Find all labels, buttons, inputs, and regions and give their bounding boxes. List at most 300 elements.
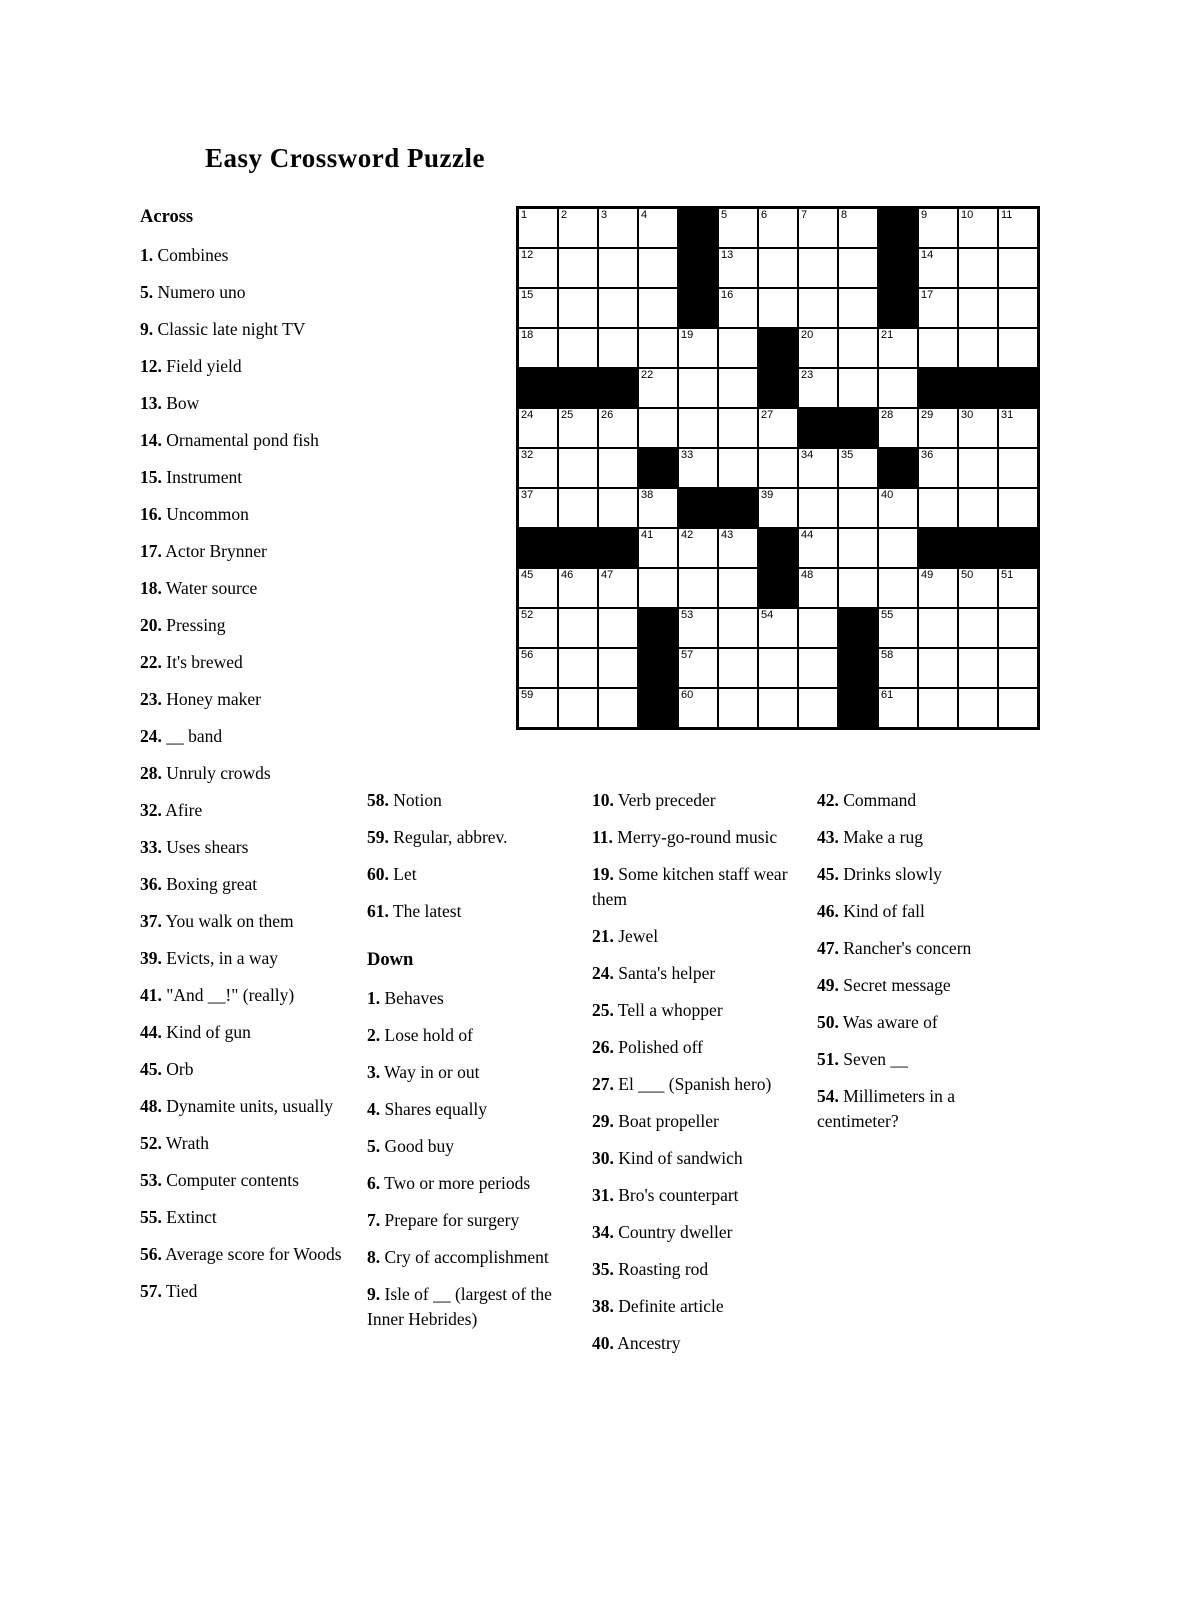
grid-cell (799, 649, 837, 687)
grid-cell (519, 689, 557, 727)
grid-cell (879, 609, 917, 647)
grid-cell (519, 609, 557, 647)
grid-cell (679, 449, 717, 487)
clue-text: Kind of sandwich (613, 1148, 743, 1168)
clue-across-17 (140, 539, 348, 564)
clue-across-60 (367, 862, 567, 887)
grid-cell (759, 649, 797, 687)
grid-cell (999, 569, 1037, 607)
grid-cell (839, 449, 877, 487)
grid-cell (959, 569, 997, 607)
clue-number: 19. (592, 864, 614, 884)
clue-down-30 (592, 1146, 799, 1171)
cell-number: 13 (721, 249, 734, 261)
clue-across-58 (367, 788, 567, 813)
clue-down-47 (817, 936, 1017, 961)
clue-text: Numero uno (153, 282, 246, 302)
clue-across-53 (140, 1168, 348, 1193)
grid-cell (999, 249, 1037, 287)
cell-number: 1 (521, 209, 528, 221)
grid-cell (839, 329, 877, 367)
grid-cell (519, 569, 557, 607)
grid-cell-black (959, 369, 997, 407)
cell-number: 58 (881, 649, 894, 661)
clue-across-1 (140, 243, 348, 268)
grid-cell (719, 289, 757, 327)
clue-text: Uses shears (161, 837, 249, 857)
grid-cell (719, 649, 757, 687)
clue-text: Classic late night TV (153, 319, 306, 339)
grid-cell (959, 409, 997, 447)
grid-cell (719, 209, 757, 247)
cell-number: 6 (761, 209, 768, 221)
clue-text: Country dweller (613, 1222, 733, 1242)
grid-cell (759, 209, 797, 247)
clue-across-55 (140, 1205, 348, 1230)
clue-number: 56. (140, 1244, 162, 1264)
clue-number: 5. (367, 1136, 381, 1156)
clue-number: 14. (140, 430, 162, 450)
clue-number: 34. (592, 1222, 614, 1242)
clue-text: "And __!" (really) (161, 985, 295, 1005)
grid-cell (719, 689, 757, 727)
clue-down-50 (817, 1010, 1017, 1035)
cell-number: 29 (921, 409, 934, 421)
grid-cell-black (679, 489, 717, 527)
clue-number: 52. (140, 1133, 162, 1153)
clue-across-59 (367, 825, 567, 850)
cell-number: 16 (721, 289, 734, 301)
clue-text: Regular, abbrev. (388, 827, 508, 847)
clue-text: Shares equally (380, 1099, 488, 1119)
grid-cell (639, 329, 677, 367)
grid-cell-black (759, 329, 797, 367)
clue-number: 6. (367, 1173, 381, 1193)
clue-across-32 (140, 798, 348, 823)
clue-across-15 (140, 465, 348, 490)
cell-number: 28 (881, 409, 894, 421)
clue-text: Unruly crowds (161, 763, 271, 783)
clue-number: 27. (592, 1074, 614, 1094)
grid-cell (799, 449, 837, 487)
clue-number: 20. (140, 615, 162, 635)
grid-cell (799, 249, 837, 287)
grid-cell-black (639, 449, 677, 487)
grid-cell (879, 409, 917, 447)
grid-cell-black (879, 249, 917, 287)
clue-number: 22. (140, 652, 162, 672)
grid-cell (799, 289, 837, 327)
clue-down-43 (817, 825, 1017, 850)
clue-text: Water source (161, 578, 258, 598)
clue-down-4 (367, 1097, 567, 1122)
page-title: Easy Crossword Puzzle (205, 143, 485, 173)
clue-text: Prepare for surgery (380, 1210, 520, 1230)
grid-cell (879, 689, 917, 727)
clue-number: 48. (140, 1096, 162, 1116)
clue-down-24 (592, 961, 799, 986)
grid-cell-black (839, 689, 877, 727)
clue-across-45 (140, 1057, 348, 1082)
grid-cell (759, 249, 797, 287)
clue-number: 41. (140, 985, 162, 1005)
grid-cell (639, 529, 677, 567)
cell-number: 36 (921, 449, 934, 461)
clue-number: 9. (367, 1284, 381, 1304)
grid-cell (879, 529, 917, 567)
clue-number: 1. (367, 988, 381, 1008)
grid-cell (919, 209, 957, 247)
clue-across-5 (140, 280, 348, 305)
clue-down-3 (367, 1060, 567, 1085)
clue-text: Santa's helper (613, 963, 716, 983)
clue-down-29 (592, 1109, 799, 1134)
grid-cell (919, 289, 957, 327)
cell-number: 55 (881, 609, 894, 621)
clue-across-41 (140, 983, 348, 1008)
grid-cell (799, 329, 837, 367)
grid-cell (559, 329, 597, 367)
grid-cell (559, 649, 597, 687)
grid-cell (519, 449, 557, 487)
clue-text: __ band (161, 726, 223, 746)
grid-cell (679, 529, 717, 567)
clue-number: 61. (367, 901, 389, 921)
clue-text: You walk on them (161, 911, 294, 931)
clue-number: 54. (817, 1086, 839, 1106)
grid-cell (799, 569, 837, 607)
grid-cell (999, 409, 1037, 447)
grid-cell (839, 489, 877, 527)
clue-text: Two or more periods (380, 1173, 531, 1193)
clue-number: 42. (817, 790, 839, 810)
grid-cell (919, 569, 957, 607)
grid-cell (959, 249, 997, 287)
clue-number: 9. (140, 319, 154, 339)
grid-cell (839, 209, 877, 247)
grid-cell (919, 489, 957, 527)
clue-text: Orb (161, 1059, 194, 1079)
grid-cell (599, 489, 637, 527)
clue-number: 24. (592, 963, 614, 983)
clue-across-37 (140, 909, 348, 934)
clue-across-16 (140, 502, 348, 527)
clue-number: 40. (592, 1333, 614, 1353)
clue-number: 30. (592, 1148, 614, 1168)
grid-cell (799, 489, 837, 527)
clue-number: 43. (817, 827, 839, 847)
grid-cell-black (599, 369, 637, 407)
cell-number: 61 (881, 689, 894, 701)
clue-text: Command (838, 790, 917, 810)
cell-number: 23 (801, 369, 814, 381)
grid-cell (559, 289, 597, 327)
clue-down-38 (592, 1294, 799, 1319)
cell-number: 39 (761, 489, 774, 501)
clue-text: Kind of fall (838, 901, 925, 921)
grid-cell (919, 609, 957, 647)
grid-cell (959, 329, 997, 367)
grid-cell (919, 249, 957, 287)
clue-down-2 (367, 1023, 567, 1048)
cell-number: 37 (521, 489, 534, 501)
grid-cell (719, 329, 757, 367)
cell-number: 57 (681, 649, 694, 661)
clue-across-52 (140, 1131, 348, 1156)
clue-text: Afire (161, 800, 203, 820)
clue-column-3 (592, 788, 799, 1368)
cell-number: 35 (841, 449, 854, 461)
clue-text: Some kitchen staff wear them (592, 864, 788, 909)
cell-number: 17 (921, 289, 934, 301)
grid-cell (959, 689, 997, 727)
clue-across-14 (140, 428, 348, 453)
clue-text: Make a rug (838, 827, 923, 847)
clue-number: 16. (140, 504, 162, 524)
cell-number: 41 (641, 529, 654, 541)
clue-down-19 (592, 862, 799, 912)
clue-number: 32. (140, 800, 162, 820)
clue-text: Boxing great (161, 874, 258, 894)
cell-number: 30 (961, 409, 974, 421)
clue-column-1 (140, 205, 348, 1316)
cell-number: 21 (881, 329, 894, 341)
clue-number: 45. (817, 864, 839, 884)
clue-across-33 (140, 835, 348, 860)
grid-cell (799, 209, 837, 247)
grid-cell (599, 649, 637, 687)
grid-cell (719, 609, 757, 647)
clue-number: 44. (140, 1022, 162, 1042)
grid-cell (839, 529, 877, 567)
clue-number: 39. (140, 948, 162, 968)
clue-number: 25. (592, 1000, 614, 1020)
clue-text: Uncommon (161, 504, 249, 524)
clue-across-61 (367, 899, 567, 924)
cell-number: 15 (521, 289, 534, 301)
cell-number: 59 (521, 689, 534, 701)
cell-number: 2 (561, 209, 568, 221)
grid-cell-black (959, 529, 997, 567)
cell-number: 9 (921, 209, 928, 221)
clue-text: Computer contents (161, 1170, 299, 1190)
clue-down-21 (592, 924, 799, 949)
clue-number: 53. (140, 1170, 162, 1190)
cell-number: 26 (601, 409, 614, 421)
grid-cell (999, 649, 1037, 687)
grid-cell (519, 409, 557, 447)
clue-down-27 (592, 1072, 799, 1097)
clue-number: 28. (140, 763, 162, 783)
clue-column-4 (817, 788, 1017, 1146)
grid-cell (719, 409, 757, 447)
clue-number: 10. (592, 790, 614, 810)
clue-down-6 (367, 1171, 567, 1196)
clue-number: 3. (367, 1062, 381, 1082)
clue-text: Seven __ (838, 1049, 908, 1069)
clue-number: 7. (367, 1210, 381, 1230)
grid-cell (919, 649, 957, 687)
grid-cell (679, 369, 717, 407)
clue-text: Wrath (161, 1133, 209, 1153)
clue-down-1 (367, 986, 567, 1011)
cell-number: 3 (601, 209, 608, 221)
clue-across-48 (140, 1094, 348, 1119)
clue-number: 38. (592, 1296, 614, 1316)
grid-cell (639, 369, 677, 407)
grid-cell (639, 489, 677, 527)
grid-cell (839, 569, 877, 607)
clue-across-9 (140, 317, 348, 342)
grid-cell (799, 369, 837, 407)
clue-text: Behaves (380, 988, 444, 1008)
clue-down-35 (592, 1257, 799, 1282)
cell-number: 48 (801, 569, 814, 581)
grid-cell-black (759, 569, 797, 607)
clue-number: 60. (367, 864, 389, 884)
clue-down-7 (367, 1208, 567, 1233)
cell-number: 25 (561, 409, 574, 421)
clue-number: 29. (592, 1111, 614, 1131)
clue-text: Millimeters in a centimeter? (817, 1086, 956, 1131)
cell-number: 53 (681, 609, 694, 621)
clue-text: Notion (388, 790, 442, 810)
clue-number: 36. (140, 874, 162, 894)
clue-text: Instrument (161, 467, 243, 487)
clue-text: Pressing (161, 615, 226, 635)
clue-number: 58. (367, 790, 389, 810)
clue-text: Secret message (838, 975, 951, 995)
grid-cell (879, 369, 917, 407)
clue-down-31 (592, 1183, 799, 1208)
cell-number: 31 (1001, 409, 1014, 421)
grid-cell-black (759, 529, 797, 567)
grid-cell (959, 289, 997, 327)
grid-cell (639, 409, 677, 447)
grid-cell-black (599, 529, 637, 567)
clue-across-44 (140, 1020, 348, 1045)
grid-cell (679, 329, 717, 367)
grid-cell (839, 249, 877, 287)
grid-cell-black (679, 249, 717, 287)
clue-down-46 (817, 899, 1017, 924)
grid-cell (879, 489, 917, 527)
cell-number: 56 (521, 649, 534, 661)
grid-cell-black (559, 369, 597, 407)
clue-text: Definite article (613, 1296, 724, 1316)
grid-cell-black (559, 529, 597, 567)
grid-cell-black (679, 209, 717, 247)
clue-number: 13. (140, 393, 162, 413)
cell-number: 50 (961, 569, 974, 581)
cell-number: 44 (801, 529, 814, 541)
grid-cell-black (519, 369, 557, 407)
cell-number: 20 (801, 329, 814, 341)
clue-text: Roasting rod (613, 1259, 709, 1279)
grid-cell (519, 209, 557, 247)
clue-across-28 (140, 761, 348, 786)
grid-cell-black (799, 409, 837, 447)
cell-number: 33 (681, 449, 694, 461)
clue-across-18 (140, 576, 348, 601)
grid-cell (559, 689, 597, 727)
cell-number: 46 (561, 569, 574, 581)
cell-number: 47 (601, 569, 614, 581)
grid-cell (879, 329, 917, 367)
cell-number: 12 (521, 249, 534, 261)
grid-cell (999, 489, 1037, 527)
clue-text: Cry of accomplishment (380, 1247, 549, 1267)
clue-text: The latest (388, 901, 462, 921)
clue-number: 50. (817, 1012, 839, 1032)
grid-cell-black (839, 409, 877, 447)
grid-cell (519, 249, 557, 287)
clue-text: Verb preceder (613, 790, 716, 810)
grid-cell (599, 289, 637, 327)
cell-number: 4 (641, 209, 648, 221)
clue-text: Field yield (161, 356, 242, 376)
clue-text: Polished off (613, 1037, 703, 1057)
clue-down-25 (592, 998, 799, 1023)
clue-across-23 (140, 687, 348, 712)
clue-number: 18. (140, 578, 162, 598)
cell-number: 32 (521, 449, 534, 461)
grid-cell (959, 449, 997, 487)
clue-text: Good buy (380, 1136, 455, 1156)
cell-number: 18 (521, 329, 534, 341)
grid-cell (519, 489, 557, 527)
cell-number: 19 (681, 329, 694, 341)
clue-down-5 (367, 1134, 567, 1159)
grid-cell (879, 649, 917, 687)
grid-cell (879, 569, 917, 607)
grid-cell-black (759, 369, 797, 407)
cell-number: 54 (761, 609, 774, 621)
grid-cell-black (879, 209, 917, 247)
clue-number: 17. (140, 541, 162, 561)
clue-text: Was aware of (838, 1012, 938, 1032)
cell-number: 27 (761, 409, 774, 421)
grid-cell-black (839, 649, 877, 687)
cell-number: 34 (801, 449, 814, 461)
grid-cell (959, 649, 997, 687)
clue-text: Combines (153, 245, 229, 265)
clue-text: Dynamite units, usually (161, 1096, 333, 1116)
cell-number: 40 (881, 489, 894, 501)
grid-cell (759, 409, 797, 447)
grid-cell (999, 329, 1037, 367)
grid-cell (959, 609, 997, 647)
grid-cell (599, 689, 637, 727)
clue-text: Jewel (613, 926, 659, 946)
clue-number: 31. (592, 1185, 614, 1205)
clue-number: 35. (592, 1259, 614, 1279)
grid-cell (759, 289, 797, 327)
clue-down-9 (367, 1282, 567, 1332)
grid-cell-black (999, 529, 1037, 567)
clue-number: 47. (817, 938, 839, 958)
cell-number: 8 (841, 209, 848, 221)
grid-cell (999, 689, 1037, 727)
grid-cell (679, 409, 717, 447)
grid-cell (999, 609, 1037, 647)
clue-across-12 (140, 354, 348, 379)
clue-text: Kind of gun (161, 1022, 251, 1042)
cell-number: 49 (921, 569, 934, 581)
grid-cell (799, 689, 837, 727)
cell-number: 10 (961, 209, 974, 221)
grid-cell (639, 209, 677, 247)
